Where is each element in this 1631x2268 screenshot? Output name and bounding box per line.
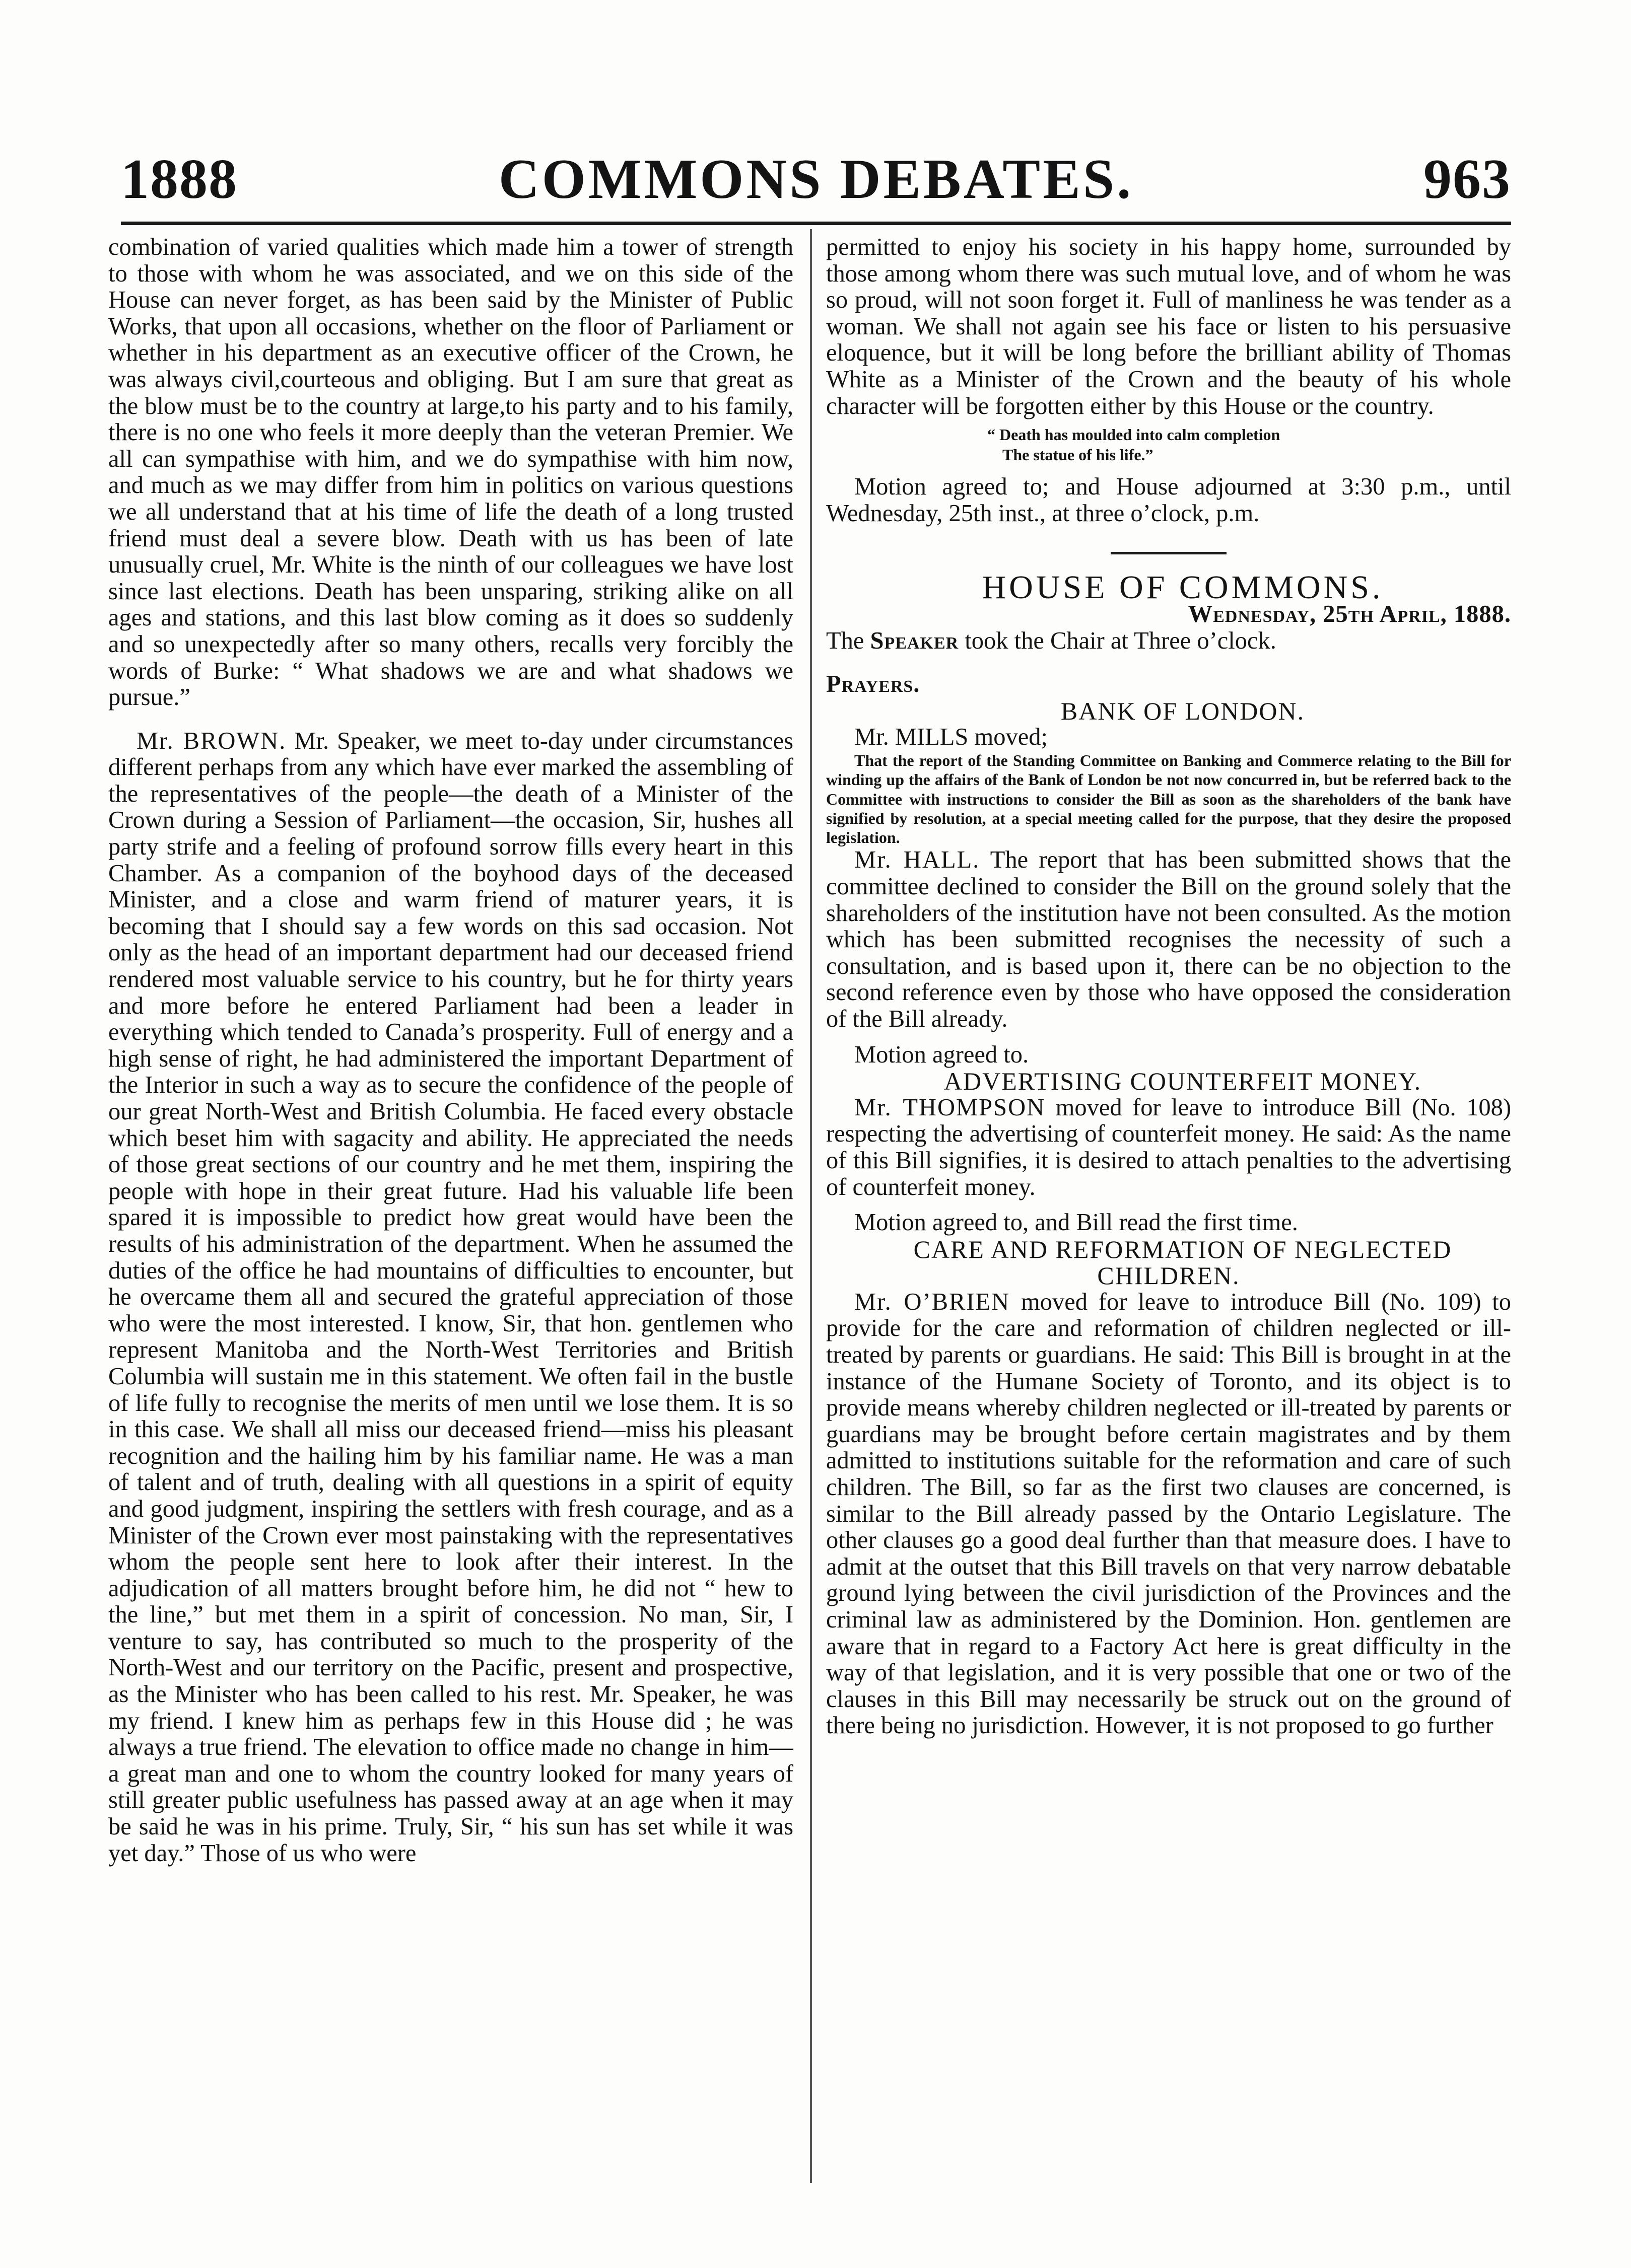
children-title-line-1: CARE AND REFORMATION OF NEGLECTED	[913, 1235, 1452, 1263]
speaker-thompson: Mr. THOMPSON	[854, 1094, 1046, 1121]
counterfeit-money-title: ADVERTISING COUNTERFEIT MONEY.	[943, 1067, 1422, 1096]
obrien-paragraph	[826, 1289, 1511, 1739]
burke-paragraph: combination of varied qualities which made him a tower of strength to those with whom he was associated, and we on this side of the House can never forget, as has been said by the Minister of Public Works, that upon all occasions, whether on the floor of Parliament or whether in his department as an executive officer of the Crown, he was always civil,courteous and obliging. But I am sure that great as the blow must be to the country at large,to his party and to his family, there is no one who feels it more deeply than the veteran Premier. We all can sympathise with him, and we do sympathise with him now, and much as we may differ from him in politics on various questions we all understand that at his time of life the death of a long trusted friend must deal a severe blow. Death with us has been of late unusually cruel, Mr. White is the ninth of our colleagues we have lost since last elections. Death has been unsparing, striking alike on all ages and stations, and this last blow coming as it does so suddenly and so unexpectedly after so many others, recalls very forcibly the words of Burke: “ What shadows we are and what shadows we pursue.”	[108, 234, 793, 711]
motion-agreed: Motion agreed to.	[854, 1041, 1029, 1068]
obrien-speech: moved for leave to introduce Bill (No. 109) to provide for the care and reformation of children neglected or ill-treated by parents or guardians. He said: This Bill is brought in at the instance of the Humane Society of Toronto, and its object is to provide means whereby children neglected or ill-treated by parents or guardians may be brought before certain magistrates and by them admitted to institutions suitable for the reformation and care of such children. The Bill, so far as the first two clauses are concerned, is similar to the Bill already passed by the Ontario Legislature. The other clauses go a good deal further than that measure does. I have to admit at the outset that this Bill travels on that very narrow debatable ground lying between the civil jurisdiction of the Provinces and the criminal law as administered by the Dominion. Hon. gentlemen are aware that in regard to a Factory Act here is great difficulty in the way of that legislation, and it is very possible that one or two of the clauses in this Bill may necessarily be struck out on the ground of there being no jurisdiction. However, it is not proposed to go further	[826, 1288, 1511, 1739]
speaker-chair-rest: took the Chair at Three o’clock.	[965, 627, 1276, 654]
speaker-took-chair	[826, 628, 1511, 655]
header-rule	[121, 222, 1511, 225]
speaker-word: Speaker	[870, 627, 959, 654]
poem-quote	[826, 424, 1511, 465]
brown-speech-continued: permitted to enjoy his society in his happy home, surrounded by those among whom there was such mutual love, and of whom he was so proud, will not soon forget it. Full of manliness he was tender as a woman. We shall not again see his face or listen to his persuasive eloquence, but it will be long before the brilliant ability of Thomas White as a Minister of the Crown and the beauty of his whole character will be forgotten either by this House or the country.	[826, 234, 1511, 419]
children-title-line-2: CHILDREN.	[1097, 1261, 1240, 1290]
adjournment-notice: Motion agreed to; and House adjourned at 3:30 p.m., until Wednesday, 25th inst., at three o’clock, p.m.	[826, 473, 1511, 527]
house-of-commons-title: HOUSE OF COMMONS.	[982, 569, 1384, 606]
speaker-hall: Mr. HALL.	[854, 846, 980, 874]
page-number: 963	[1423, 148, 1511, 210]
neglected-children-title	[826, 1236, 1511, 1289]
speaker-obrien: Mr. O’BRIEN	[854, 1288, 1010, 1315]
brown-speech: Mr. Speaker, we meet to-day under circumstances different perhaps from any which have ever marked the assembling of the representatives of the people—the death of a Minister of the Crown during a Session of Parliament—the occasion, Sir, hushes all party strife and a feeling of profound sorrow fills every heart in this Chamber. As a companion of the boyhood days of the deceased Minister, and a close and warm friend of maturer years, it is becoming that I should say a few words on this sad occasion. Not only as the head of an important department had our deceased friend rendered most valuable service to his country, but he for thirty years and more before he entered Parliament had been a leader in everything which tended to Canada’s prosperity. Full of energy and a high sense of right, he had administered the important Department of the Interior in such a way as to secure the confidence of the people of our great North-West and British Columbia. He faced every obstacle which beset him with sagacity and ability. He appreciated the needs of those great sections of our country and he met them, inspiring the people with hope in their great future. Had his valuable life been spared it is impossible to predict how great would have been the results of his administration of the department. When he assumed the duties of the office he had mountains of difficulties to encounter, but he overcame them all and secured the grateful appreciation of those who were the most interested. I know, Sir, that hon. gentlemen who represent Manitoba and the North-West Territories and British Columbia will sustain me in this statement. We often fail in the bustle of life fully to recognise the merits of men until we lose them. It is so in this case. We shall all miss our deceased friend—miss his pleasant recognition and the hailing him by his familiar name. He was a man of talent and of truth, dealing with all questions in a spirit of equity and good judgment, inspiring the settlers with fresh courage, and as a Minister of the Crown ever most painstaking with the representatives whom the people sent here to look after their interest. In the adjudication of all matters brought before him, he did not “ hew to the line,” but met them in a spirit of concession. No man, Sir, I venture to say, has contributed so much to the prosperity of the North-West and our territory on the Pacific, present and prospective, as the Minister who has been called to his rest. Mr. Speaker, he was my friend. I knew him as perhaps few in this House did ; he was always a true friend. The elevation to office made no change in him—a great man and one to whom the country looked for many years of still greater public usefulness has passed away at an age when it may be said he was in his prime. Truly, Sir, “ his sun has set while it was yet day.” Those of us who were	[108, 727, 793, 1867]
thompson-speech: moved for leave to introduce Bill (No. 108) respecting the advertising of counterfeit money. He said: As the name of this Bill signifies, it is desired to attach penalties to the advertising of counterfeit money.	[826, 1094, 1511, 1200]
sitting-date: Wednesday, 25th April, 1888.	[1188, 600, 1511, 627]
page-header	[121, 147, 1511, 210]
mills-moved: Mr. MILLS moved;	[854, 724, 1048, 751]
right-column	[826, 234, 1511, 2188]
quote-line-2: The statue of his life.”	[1002, 446, 1153, 464]
header-title: COMMONS DEBATES.	[498, 148, 1134, 210]
mills-motion-text: That the report of the Standing Committee on Banking and Commerce relating to the Bill for winding up the affairs of the Bank of London be not now concurred in, but be referred back to the Committee with instructions to consider the Bill as soon as the shareholders of the bank have signified by resolution, at a special meeting called for the purpose, that they desire the proposed legislation.	[826, 751, 1511, 847]
header-year: 1888	[121, 148, 238, 210]
hall-paragraph	[826, 847, 1511, 1032]
first-reading-notice: Motion agreed to, and Bill read the first time.	[854, 1209, 1298, 1236]
left-column	[108, 234, 793, 2188]
quote-line-1: “ Death has moulded into calm completion	[987, 426, 1280, 444]
prayers-heading: Prayers.	[826, 671, 920, 698]
speaker-brown: Mr. BROWN.	[137, 727, 287, 754]
section-divider	[1111, 552, 1227, 554]
column-divider	[810, 229, 812, 2183]
speaker-chair-text: The	[826, 627, 864, 654]
hall-speech: The report that has been submitted shows that the committee declined to consider the Bill on the ground solely that the shareholders of the institution have not been consulted. As the motion which has been submitted recognises the necessity of such a consultation, and is based upon it, there can be no objection to the second reference even by those who have opposed the consideration of the Bill already.	[826, 846, 1511, 1032]
thompson-paragraph	[826, 1095, 1511, 1200]
bank-of-london-title: BANK OF LONDON.	[1060, 696, 1305, 725]
brown-paragraph	[108, 728, 793, 1867]
